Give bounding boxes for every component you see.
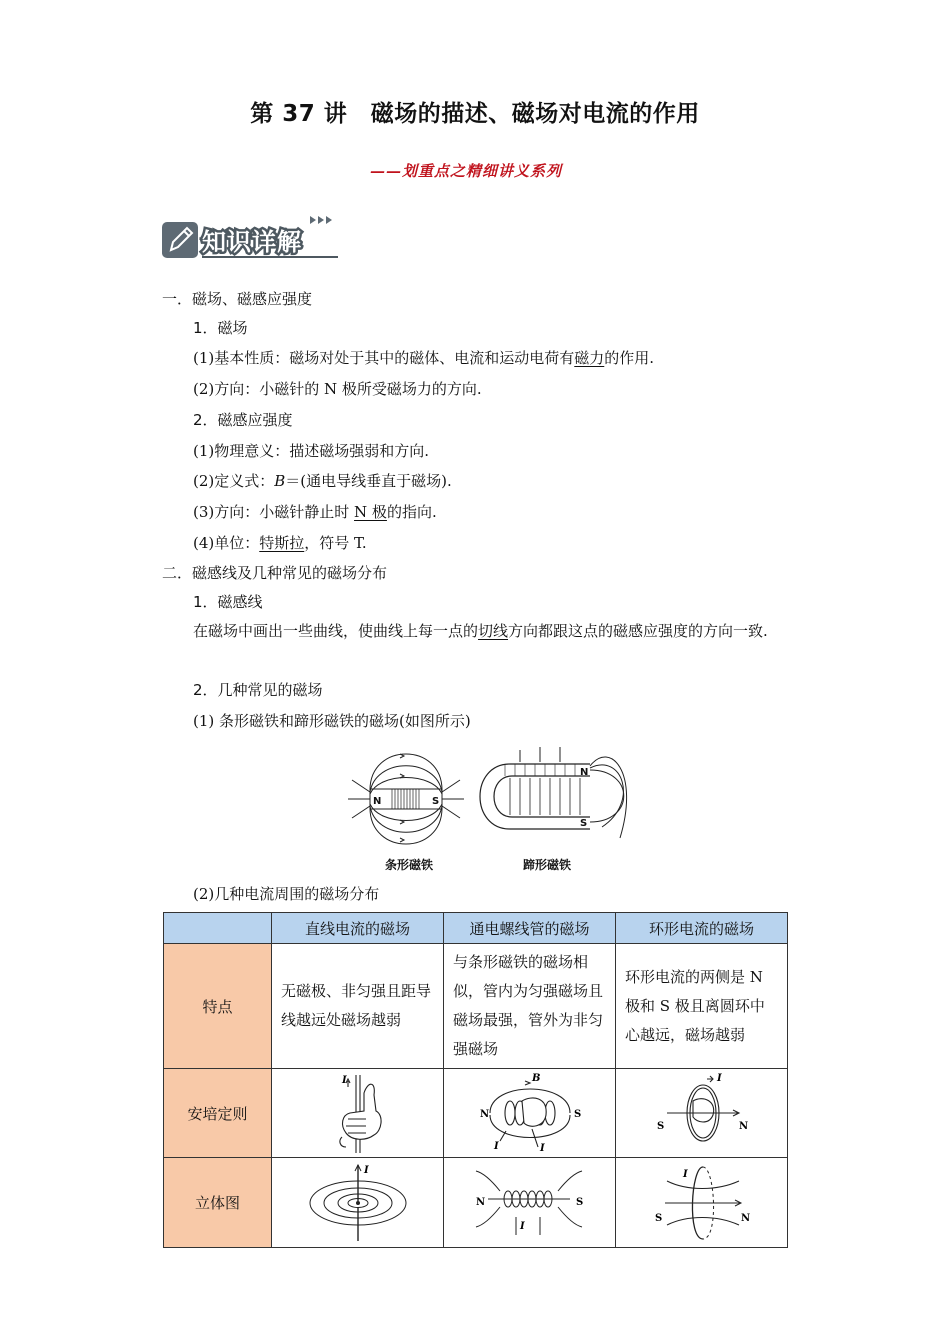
row-label: 特点 xyxy=(164,944,272,1069)
current-label: I xyxy=(716,1073,722,1084)
field-label: B xyxy=(531,1073,540,1084)
loop-3d-diagram xyxy=(647,1161,757,1245)
para-direction: (2)方向：小磁针的 N 极所受磁场力的方向. xyxy=(193,380,482,398)
bar-n-label: N xyxy=(373,796,382,807)
subsection-1-2-heading: 2．磁感应强度 xyxy=(193,411,293,429)
section-1-heading: 一．磁场、磁感应强度 xyxy=(162,290,313,308)
section-badge xyxy=(162,214,342,262)
table-header-row xyxy=(164,913,788,944)
para-physical-meaning: (1)物理意义：描述磁场强弱和方向. xyxy=(193,442,430,460)
table-header-cell xyxy=(164,913,272,944)
para-magnets: (1) 条形磁铁和蹄形磁铁的磁场(如图所示) xyxy=(193,712,471,730)
current-label: I xyxy=(363,1164,369,1176)
row-label: 立体图 xyxy=(164,1158,272,1248)
subsection-2-1-heading: 1．磁感线 xyxy=(193,593,263,611)
section-2-heading: 二．磁感线及几种常见的磁场分布 xyxy=(162,564,388,582)
south-label: S xyxy=(575,1196,583,1208)
north-label: N xyxy=(479,1109,489,1120)
table-cell xyxy=(272,1069,444,1158)
current-field-table xyxy=(163,912,788,1248)
table-cell xyxy=(444,1069,616,1158)
south-label: S xyxy=(573,1109,581,1120)
current-label: I xyxy=(493,1141,499,1152)
bar-s-label: S xyxy=(432,796,440,807)
subsection-1-1-heading: 1．磁场 xyxy=(193,319,248,337)
table-cell: 与条形磁铁的磁场相似，管内为匀强磁场且磁场最强，管外为非匀强磁场 xyxy=(444,944,616,1069)
table-header-cell: 环形电流的磁场 xyxy=(616,913,788,944)
north-label: N xyxy=(738,1121,748,1132)
para-definition: (2)定义式：B＝(通电导线垂直于磁场). xyxy=(193,472,452,490)
current-label: I xyxy=(682,1168,688,1180)
subsection-2-2-heading: 2．几种常见的磁场 xyxy=(193,681,323,699)
solenoid-3d-diagram xyxy=(470,1161,590,1245)
row-label: 安培定则 xyxy=(164,1069,272,1158)
table-header-cell: 直线电流的磁场 xyxy=(272,913,444,944)
para-current-fields: (2)几种电流周围的磁场分布 xyxy=(193,885,380,903)
para-b-direction: (3)方向：小磁针静止时 N 极的指向. xyxy=(193,503,437,521)
current-label: I xyxy=(539,1143,545,1154)
page-title: 第 37 讲 磁场的描述、磁场对电流的作用 xyxy=(250,101,700,127)
table-cell xyxy=(616,1069,788,1158)
horseshoe-s-label: S xyxy=(580,818,588,829)
pencil-icon-bg xyxy=(162,222,198,258)
table-cell xyxy=(444,1158,616,1248)
underlined-answer: 特斯拉 xyxy=(259,534,305,552)
para-unit: (4)单位：特斯拉，符号 T. xyxy=(193,534,367,552)
table-cell xyxy=(272,1158,444,1248)
current-label: I xyxy=(341,1075,347,1086)
underlined-answer: 切线 xyxy=(478,622,509,640)
table-row xyxy=(164,1069,788,1158)
page-subtitle: ——划重点之精细讲义系列 xyxy=(370,162,563,180)
bar-magnet-diagram xyxy=(348,754,464,844)
horseshoe-magnet-caption: 蹄形磁铁 xyxy=(523,858,572,872)
table-row xyxy=(164,944,788,1069)
table-row xyxy=(164,1158,788,1248)
straight-wire-3d-diagram xyxy=(298,1161,418,1245)
north-label: N xyxy=(740,1212,750,1224)
south-label: S xyxy=(656,1121,664,1132)
horseshoe-magnet-diagram xyxy=(480,747,627,838)
table-cell xyxy=(616,1158,788,1248)
underlined-answer: N 极 xyxy=(354,503,387,521)
para-field-lines: 在磁场中画出一些曲线，使曲线上每一点的切线方向都跟这点的磁感应强度的方向一致. xyxy=(193,622,768,640)
south-label: S xyxy=(654,1212,662,1224)
para-basic-property: (1)基本性质：磁场对处于其中的磁体、电流和运动电荷有磁力的作用. xyxy=(193,349,655,367)
current-label: I xyxy=(519,1220,525,1232)
solenoid-hand-diagram xyxy=(470,1071,590,1155)
north-label: N xyxy=(475,1196,485,1208)
loop-hand-diagram xyxy=(647,1071,757,1155)
badge-label: 知识详解 xyxy=(202,228,302,256)
bar-magnet-caption: 条形磁铁 xyxy=(385,858,434,872)
table-cell: 环形电流的两侧是 N 极和 S 极且离圆环中心越远，磁场越弱 xyxy=(616,944,788,1069)
underlined-answer: 磁力 xyxy=(574,349,605,367)
straight-wire-hand-diagram xyxy=(318,1071,398,1155)
table-header-cell: 通电螺线管的磁场 xyxy=(444,913,616,944)
horseshoe-n-label: N xyxy=(580,767,589,778)
triangle-icons xyxy=(310,216,332,224)
table-cell: 无磁极、非匀强且距导线越远处磁场越弱 xyxy=(272,944,444,1069)
